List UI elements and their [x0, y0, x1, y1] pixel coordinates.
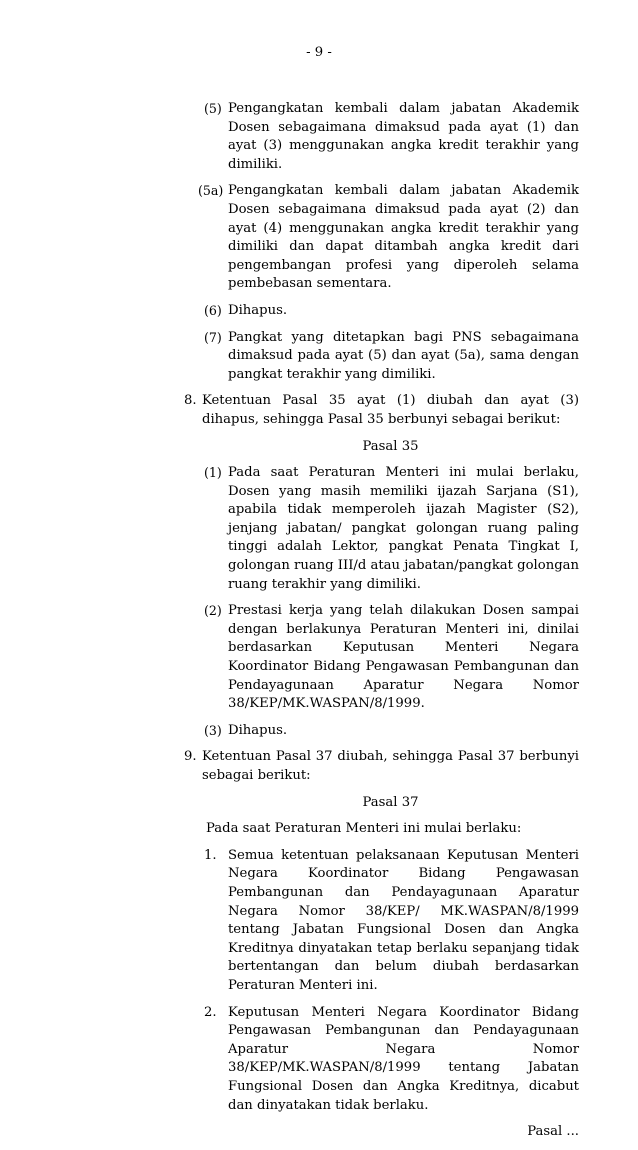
point-9 — [0, 748, 638, 785]
ayat-number: (7) — [204, 329, 222, 345]
ayat-6 — [0, 302, 638, 321]
pasal-37-item-1 — [0, 847, 638, 996]
ayat-5a — [0, 182, 638, 294]
ayat-number: (2) — [204, 603, 222, 619]
pasal-35-ayat-1 — [0, 464, 638, 594]
pasal-37-heading: Pasal 37 — [362, 794, 419, 810]
ayat-number: (6) — [204, 302, 222, 318]
item-number: 2. — [204, 1004, 217, 1020]
ayat-text: Pangkat yang ditetapkan bagi PNS sebagaimana dimaksud pada ayat (5) dan ayat (5a), sama dengan pangkat terakhir yang dimiliki. — [228, 329, 579, 382]
page-number: - 9 - — [306, 45, 332, 60]
point-text: Ketentuan Pasal 35 ayat (1) diubah dan ayat (3) dihapus, sehingga Pasal 35 berbunyi sebagai berikut: — [202, 393, 579, 427]
ayat-text: Dihapus. — [228, 302, 288, 318]
pasal-37-item-2 — [0, 1004, 638, 1116]
point-text: Ketentuan Pasal 37 diubah, sehingga Pasal 37 berbunyi sebagai berikut: — [202, 749, 579, 783]
item-number: 1. — [204, 847, 217, 863]
point-number: 9. — [184, 749, 197, 765]
point-number: 8. — [184, 393, 197, 409]
pasal-35-ayat-2 — [0, 602, 638, 714]
pasal-37-intro: Pada saat Peraturan Menteri ini mulai berlaku: — [206, 821, 522, 837]
ayat-number: (5) — [204, 101, 222, 116]
item-text: Keputusan Menteri Negara Koordinator Bidang Pengawasan Pembangunan dan Pendayagunaan Aparatur Negara Nomor 38/KEP/MK.WASPAN/8/1999 tentang Jabatan Fungsional Dosen dan Angka Kreditnya, dicabut dan dinyatakan tidak berlaku. — [228, 1004, 579, 1113]
point-8 — [0, 392, 638, 429]
ayat-number: (3) — [204, 722, 222, 738]
ayat-number: (5a) — [198, 183, 224, 199]
pasal-35-heading: Pasal 35 — [362, 438, 419, 454]
ayat-text: Prestasi kerja yang telah dilakukan Dosen sampai dengan berlakunya Peraturan Menteri ini, dinilai berdasarkan Keputusan Menteri Negara Koordinator Bidang Pengawasan Pembangunan dan Pendayagunaan Aparatur Negara Nomor 38/KEP/MK.WASPAN/8/1999. — [228, 603, 579, 712]
ayat-text: Dihapus. — [228, 722, 288, 738]
ayat-7 — [0, 329, 638, 385]
pasal-35-ayat-3 — [0, 722, 638, 741]
page-content — [0, 100, 638, 1150]
continuation-marker: Pasal ... — [527, 1124, 579, 1140]
ayat-text: Pada saat Peraturan Menteri ini mulai berlaku, Dosen yang masih memiliki ijazah Sarjana (S1), apabila tidak memperoleh ijazah Magister (S2), jenjang jabatan/ pangkat golongan ruang paling tinggi adalah Lektor, pangkat Penata Tingkat I, golongan ruang III/d atau jabatan/pangkat golongan ruang terakhir yang dimiliki. — [228, 465, 579, 592]
ayat-text: Pengangkatan kembali dalam jabatan Akademik Dosen sebagaimana dimaksud pada ayat (2) dan ayat (4) menggunakan angka kredit terakhir yang dimiliki dan dapat ditambah angka kredit dari pengembangan profesi yang diperoleh selama pembebasan sementara. — [228, 183, 579, 292]
ayat-5 — [0, 100, 638, 174]
ayat-text: Pengangkatan kembali dalam jabatan Akademik Dosen sebagaimana dimaksud pada ayat (1) dan ayat (3) menggunakan angka kredit terakhir yang dimiliki. — [228, 101, 579, 172]
ayat-number: (1) — [204, 465, 222, 481]
item-text: Semua ketentuan pelaksanaan Keputusan Menteri Negara Koordinator Bidang Pengawasan Pembangunan dan Pendayagunaan Aparatur Negara Nomor 38/KEP/ MK.WASPAN/8/1999 tentang Jabatan Fungsional Dosen dan Angka Kreditnya dinyatakan tetap berlaku sepanjang tidak bertentangan dan belum diubah berdasarkan Peraturan Menteri ini. — [228, 847, 579, 993]
